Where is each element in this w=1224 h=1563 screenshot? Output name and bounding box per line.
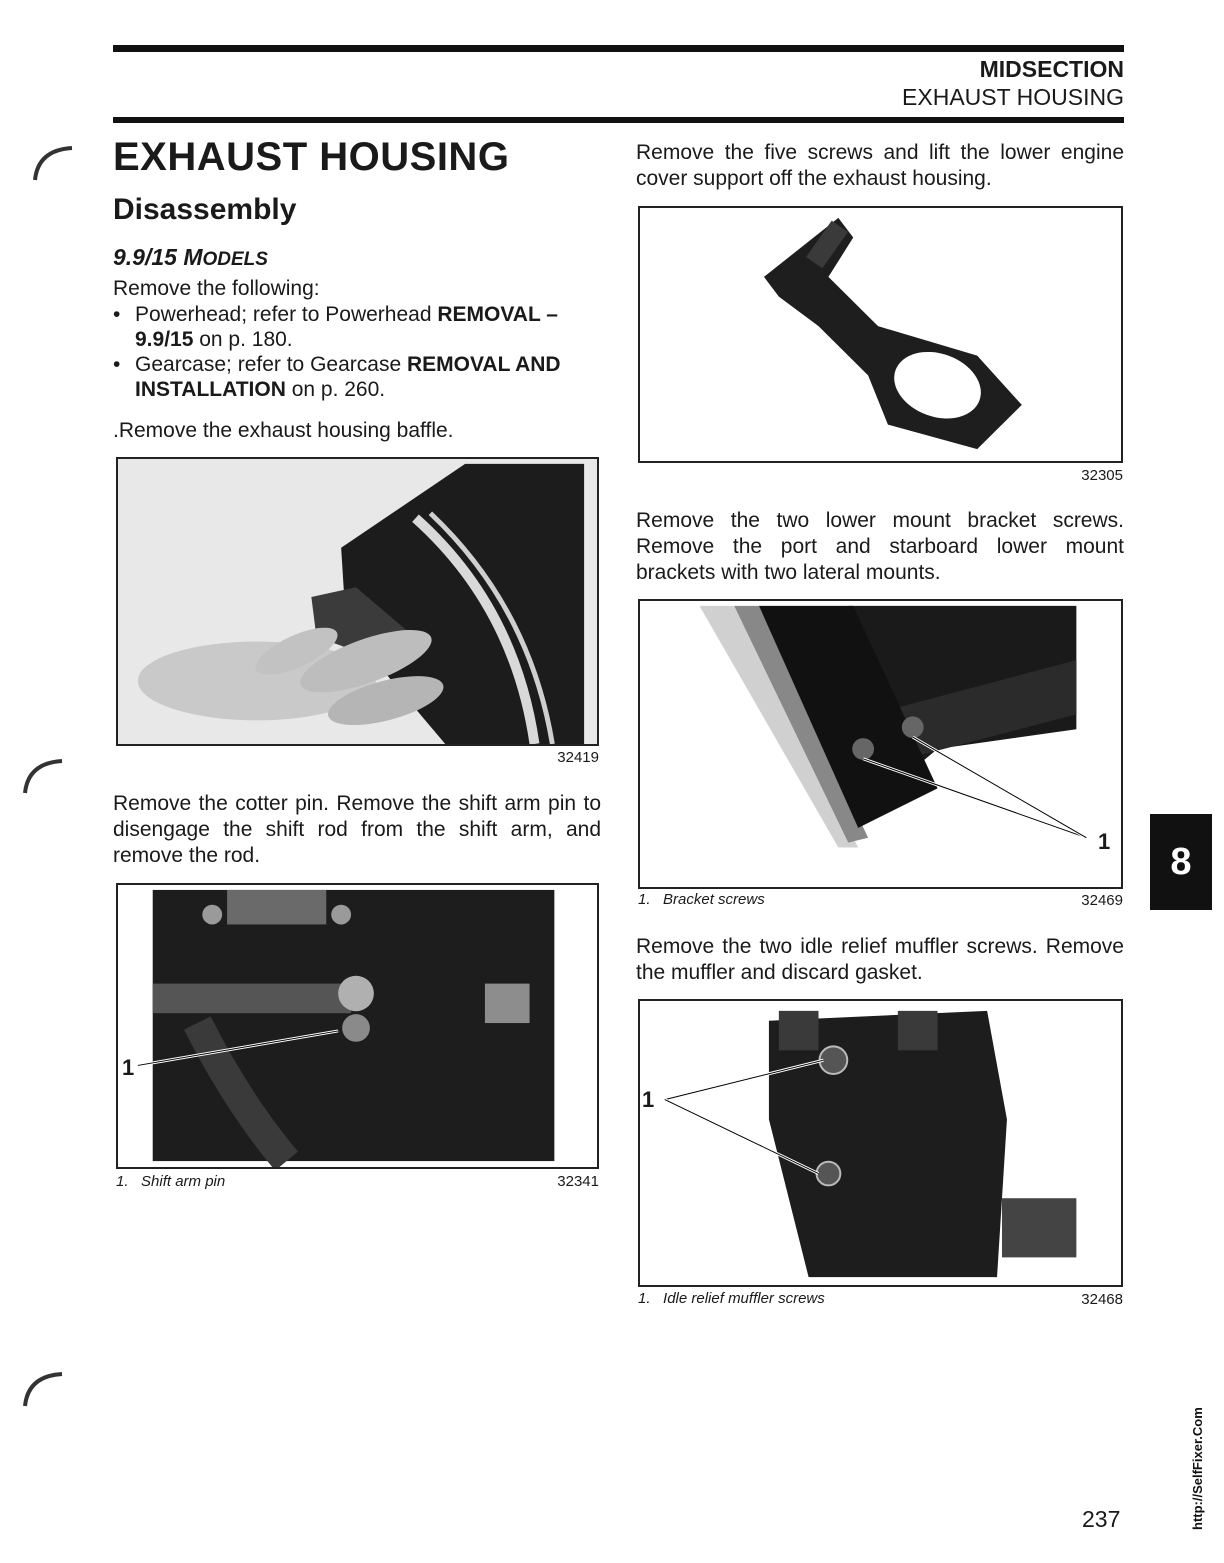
figure-caption [116,1173,225,1190]
figure-baffle-photo [116,457,599,746]
figure-number: 32305 [1081,467,1123,484]
figure-callout-number: 1 [1098,829,1111,854]
bullet-tail: on p. 260. [285,378,386,401]
bullet-line [135,327,601,352]
figure-callout-number: 1 [642,1087,655,1112]
figure-cover-support-photo [638,206,1123,463]
bullet-bold: REMOVAL – [437,303,558,326]
caption-index: 1. [116,1173,129,1190]
figure-muffler-screws-photo [638,999,1123,1287]
binder-mark [20,1368,70,1408]
figure-caption [638,891,765,908]
bullet-bold: REMOVAL AND [406,353,561,376]
figure-bracket-screws-photo [638,599,1123,889]
caption-index: 1. [638,1290,651,1307]
models-heading-smallcaps: ODELS [202,249,268,270]
caption-text: Shift arm pin [141,1173,226,1190]
figure-number: 32419 [557,749,599,766]
step-brackets-text: Remove the two lower mount bracket screws. Remove the port and starboard lower mount brackets with two lateral mounts. [636,509,1124,584]
header-rule-bottom [113,117,1124,123]
bullet-line [135,377,601,402]
binder-mark [20,755,70,795]
side-url: http://SelfFixer.Com [1190,1407,1205,1530]
bullet-item [113,352,601,402]
step-cotter-text: Remove the cotter pin. Remove the shift arm pin to disengage the shift rod from the shift arm, and remove the rod. [113,792,601,867]
figure-caption [638,1290,825,1307]
bullet-line [135,352,601,377]
figure-number: 32341 [557,1173,599,1190]
caption-text: Bracket screws [663,891,765,908]
section-subtitle: Disassembly [113,193,297,226]
page-title: EXHAUST HOUSING [113,135,510,179]
step-screws-text: Remove the five screws and lift the lower engine cover support off the exhaust housing. [636,141,1124,190]
bullet-tail: on p. 180. [193,328,293,351]
binder-mark [30,142,80,182]
bullet-bold: 9.9/15 [135,328,194,351]
figure-shift-arm-photo [116,883,599,1169]
intro-text: Remove the following: [113,277,320,300]
section-tab: 8 [1150,814,1212,910]
caption-index: 1. [638,891,651,908]
figure-number: 32469 [1081,892,1123,909]
header-section: MIDSECTION [979,56,1124,82]
step-muffler-text: Remove the two idle relief muffler screws. Remove the muffler and discard gasket. [636,935,1124,984]
bullet-lead: Gearcase; refer to Gearcase [135,353,407,376]
page-number: 237 [1082,1506,1121,1532]
header-rule-top [113,45,1124,52]
step-baffle-text: .Remove the exhaust housing baffle. [113,419,454,442]
header-subsection: EXHAUST HOUSING [902,84,1124,110]
caption-text: Idle relief muffler screws [663,1290,825,1307]
figure-callout-number: 1 [122,1055,135,1080]
bullet-bold: INSTALLATION [135,378,286,401]
figure-number: 32468 [1081,1291,1123,1308]
models-heading-main: 9.9/15 M [113,244,203,270]
bullet-lead: Powerhead; refer to Powerhead [135,303,438,326]
models-heading [113,244,268,271]
bullet-item [113,302,601,352]
bullet-line [135,302,601,327]
